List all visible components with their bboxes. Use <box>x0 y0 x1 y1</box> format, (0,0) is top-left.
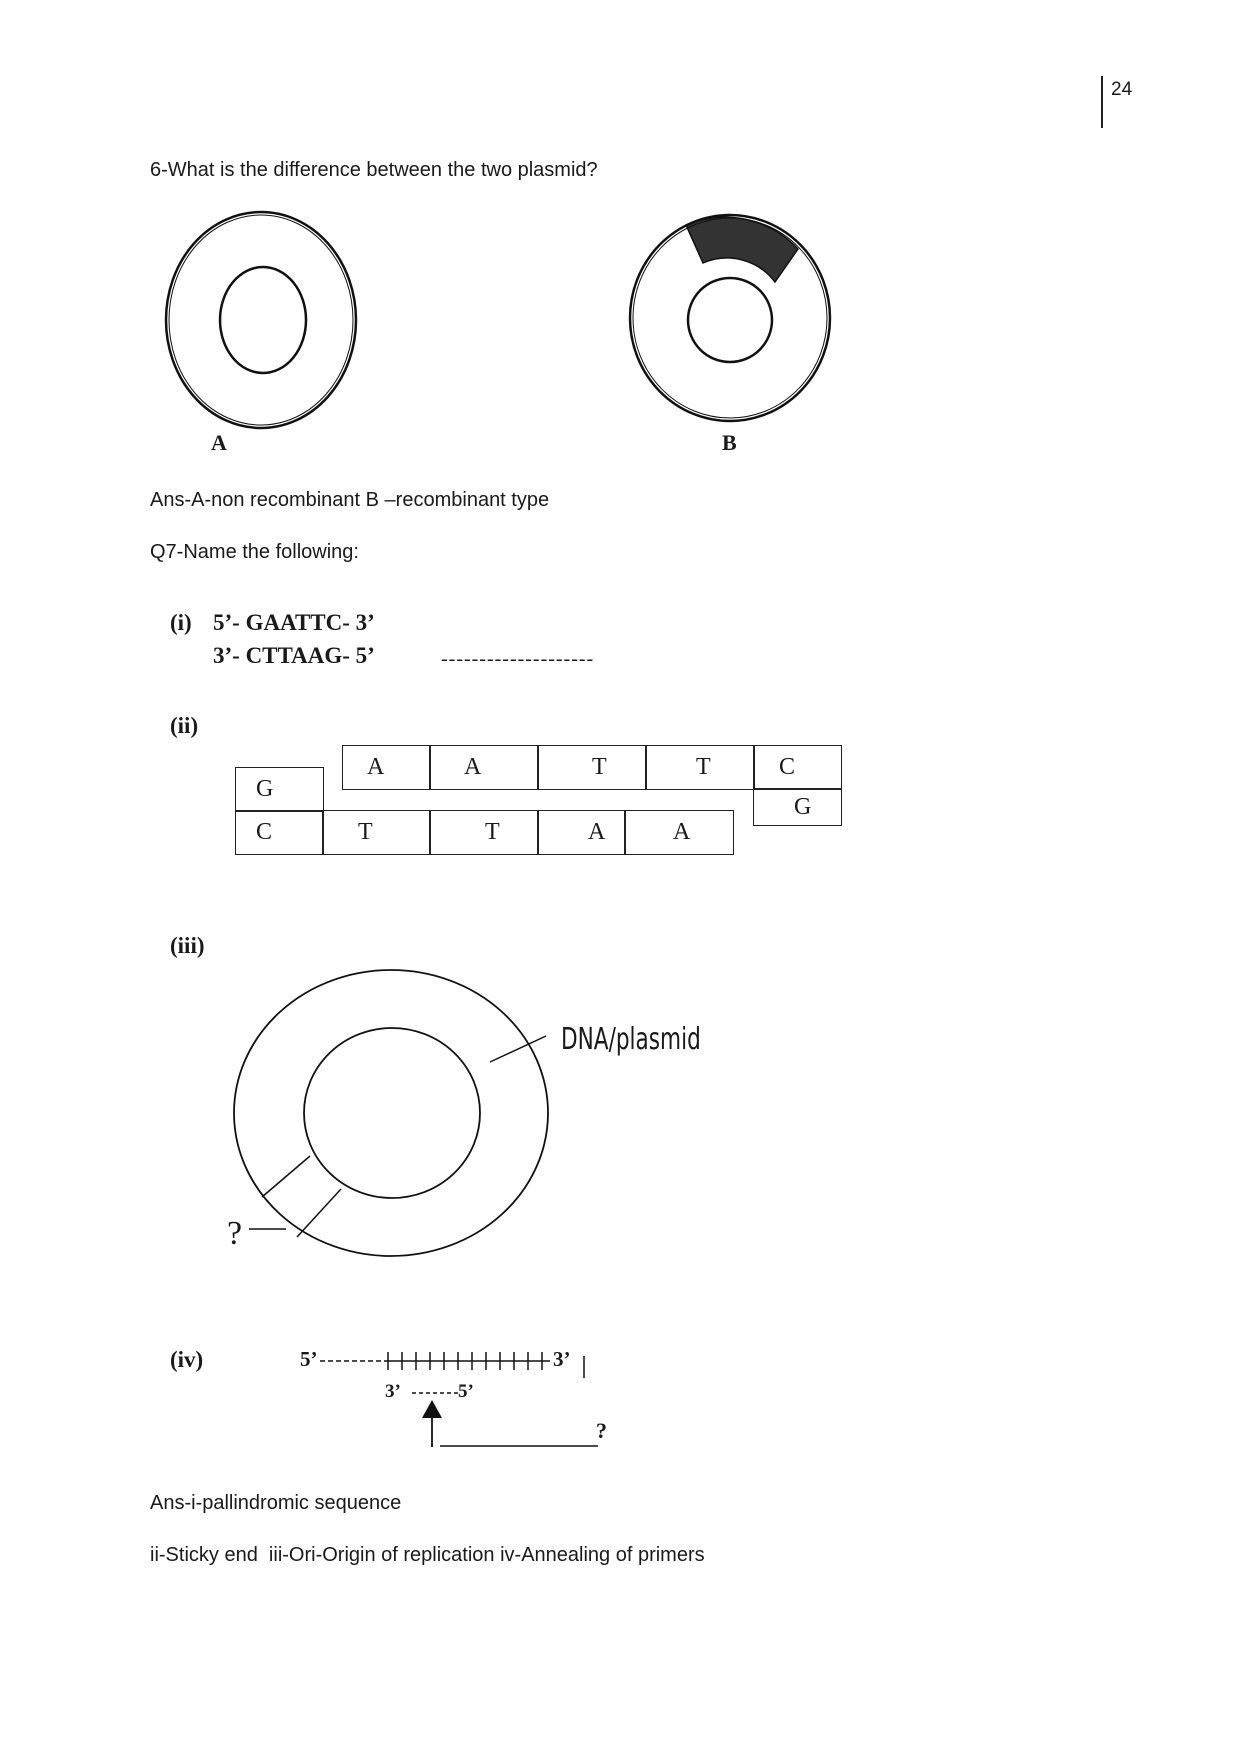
plasmid-a-label: A <box>211 430 227 455</box>
bottom-strand-base: T <box>322 810 431 855</box>
sequence-line-1: 5’- GAATTC- 3’ <box>213 610 375 635</box>
plasmid-b-insert <box>686 217 798 282</box>
part-iv-label: (iv) <box>170 1347 204 1372</box>
g-right-cell: G <box>753 788 842 826</box>
primer-5-prime: 5’ <box>458 1381 474 1402</box>
top-strand-base: A <box>429 745 539 790</box>
q7-question: Q7-Name the following: <box>150 541 359 563</box>
plasmid-b-label: B <box>722 430 737 455</box>
answer-blank: -------------------- <box>441 648 595 670</box>
answer-line-2: ii-Sticky end iii-Ori-Origin of replication iv-Annealing of primers <box>150 1544 705 1566</box>
top-strand-base: C <box>753 745 842 790</box>
bottom-strand-base: C <box>235 810 324 855</box>
sequence-line-2: 3’- CTTAAG- 5’ <box>213 643 375 668</box>
primer-3-prime: 3’ <box>385 1381 401 1402</box>
ori-region-line-1 <box>262 1156 310 1197</box>
ori-region-line-2 <box>297 1189 341 1237</box>
part-ii-label: (ii) <box>170 713 199 738</box>
strand-3-prime: 3’ <box>553 1347 571 1371</box>
top-strand-base: T <box>645 745 755 790</box>
dna-label-pointer <box>490 1036 546 1062</box>
bottom-strand-base: A <box>624 810 734 855</box>
part-i-label: (i) <box>170 610 192 635</box>
answer-line-1: Ans-i-pallindromic sequence <box>150 1492 402 1514</box>
bottom-strand-base: A <box>537 810 626 855</box>
plasmid-b-diagram <box>630 215 830 421</box>
part-iii-label: (iii) <box>170 933 205 958</box>
q6-answer: Ans-A-non recombinant B –recombinant type <box>150 489 550 511</box>
page-number: 24 <box>1111 79 1133 100</box>
strand-5-prime: 5’ <box>300 1347 318 1371</box>
question-mark-iii: ? <box>227 1215 243 1252</box>
question-mark-iv: ? <box>596 1418 607 1443</box>
g-left-cell: G <box>235 767 324 812</box>
bottom-strand-base: T <box>429 810 539 855</box>
dna-plasmid-label: DNA/plasmid <box>561 1022 701 1057</box>
plasmid-iii-diagram <box>234 970 548 1256</box>
q6-question: 6-What is the difference between the two plasmid? <box>150 159 598 181</box>
top-strand-base: A <box>342 745 431 790</box>
top-strand-base: T <box>537 745 647 790</box>
plasmid-a-diagram <box>166 212 356 428</box>
